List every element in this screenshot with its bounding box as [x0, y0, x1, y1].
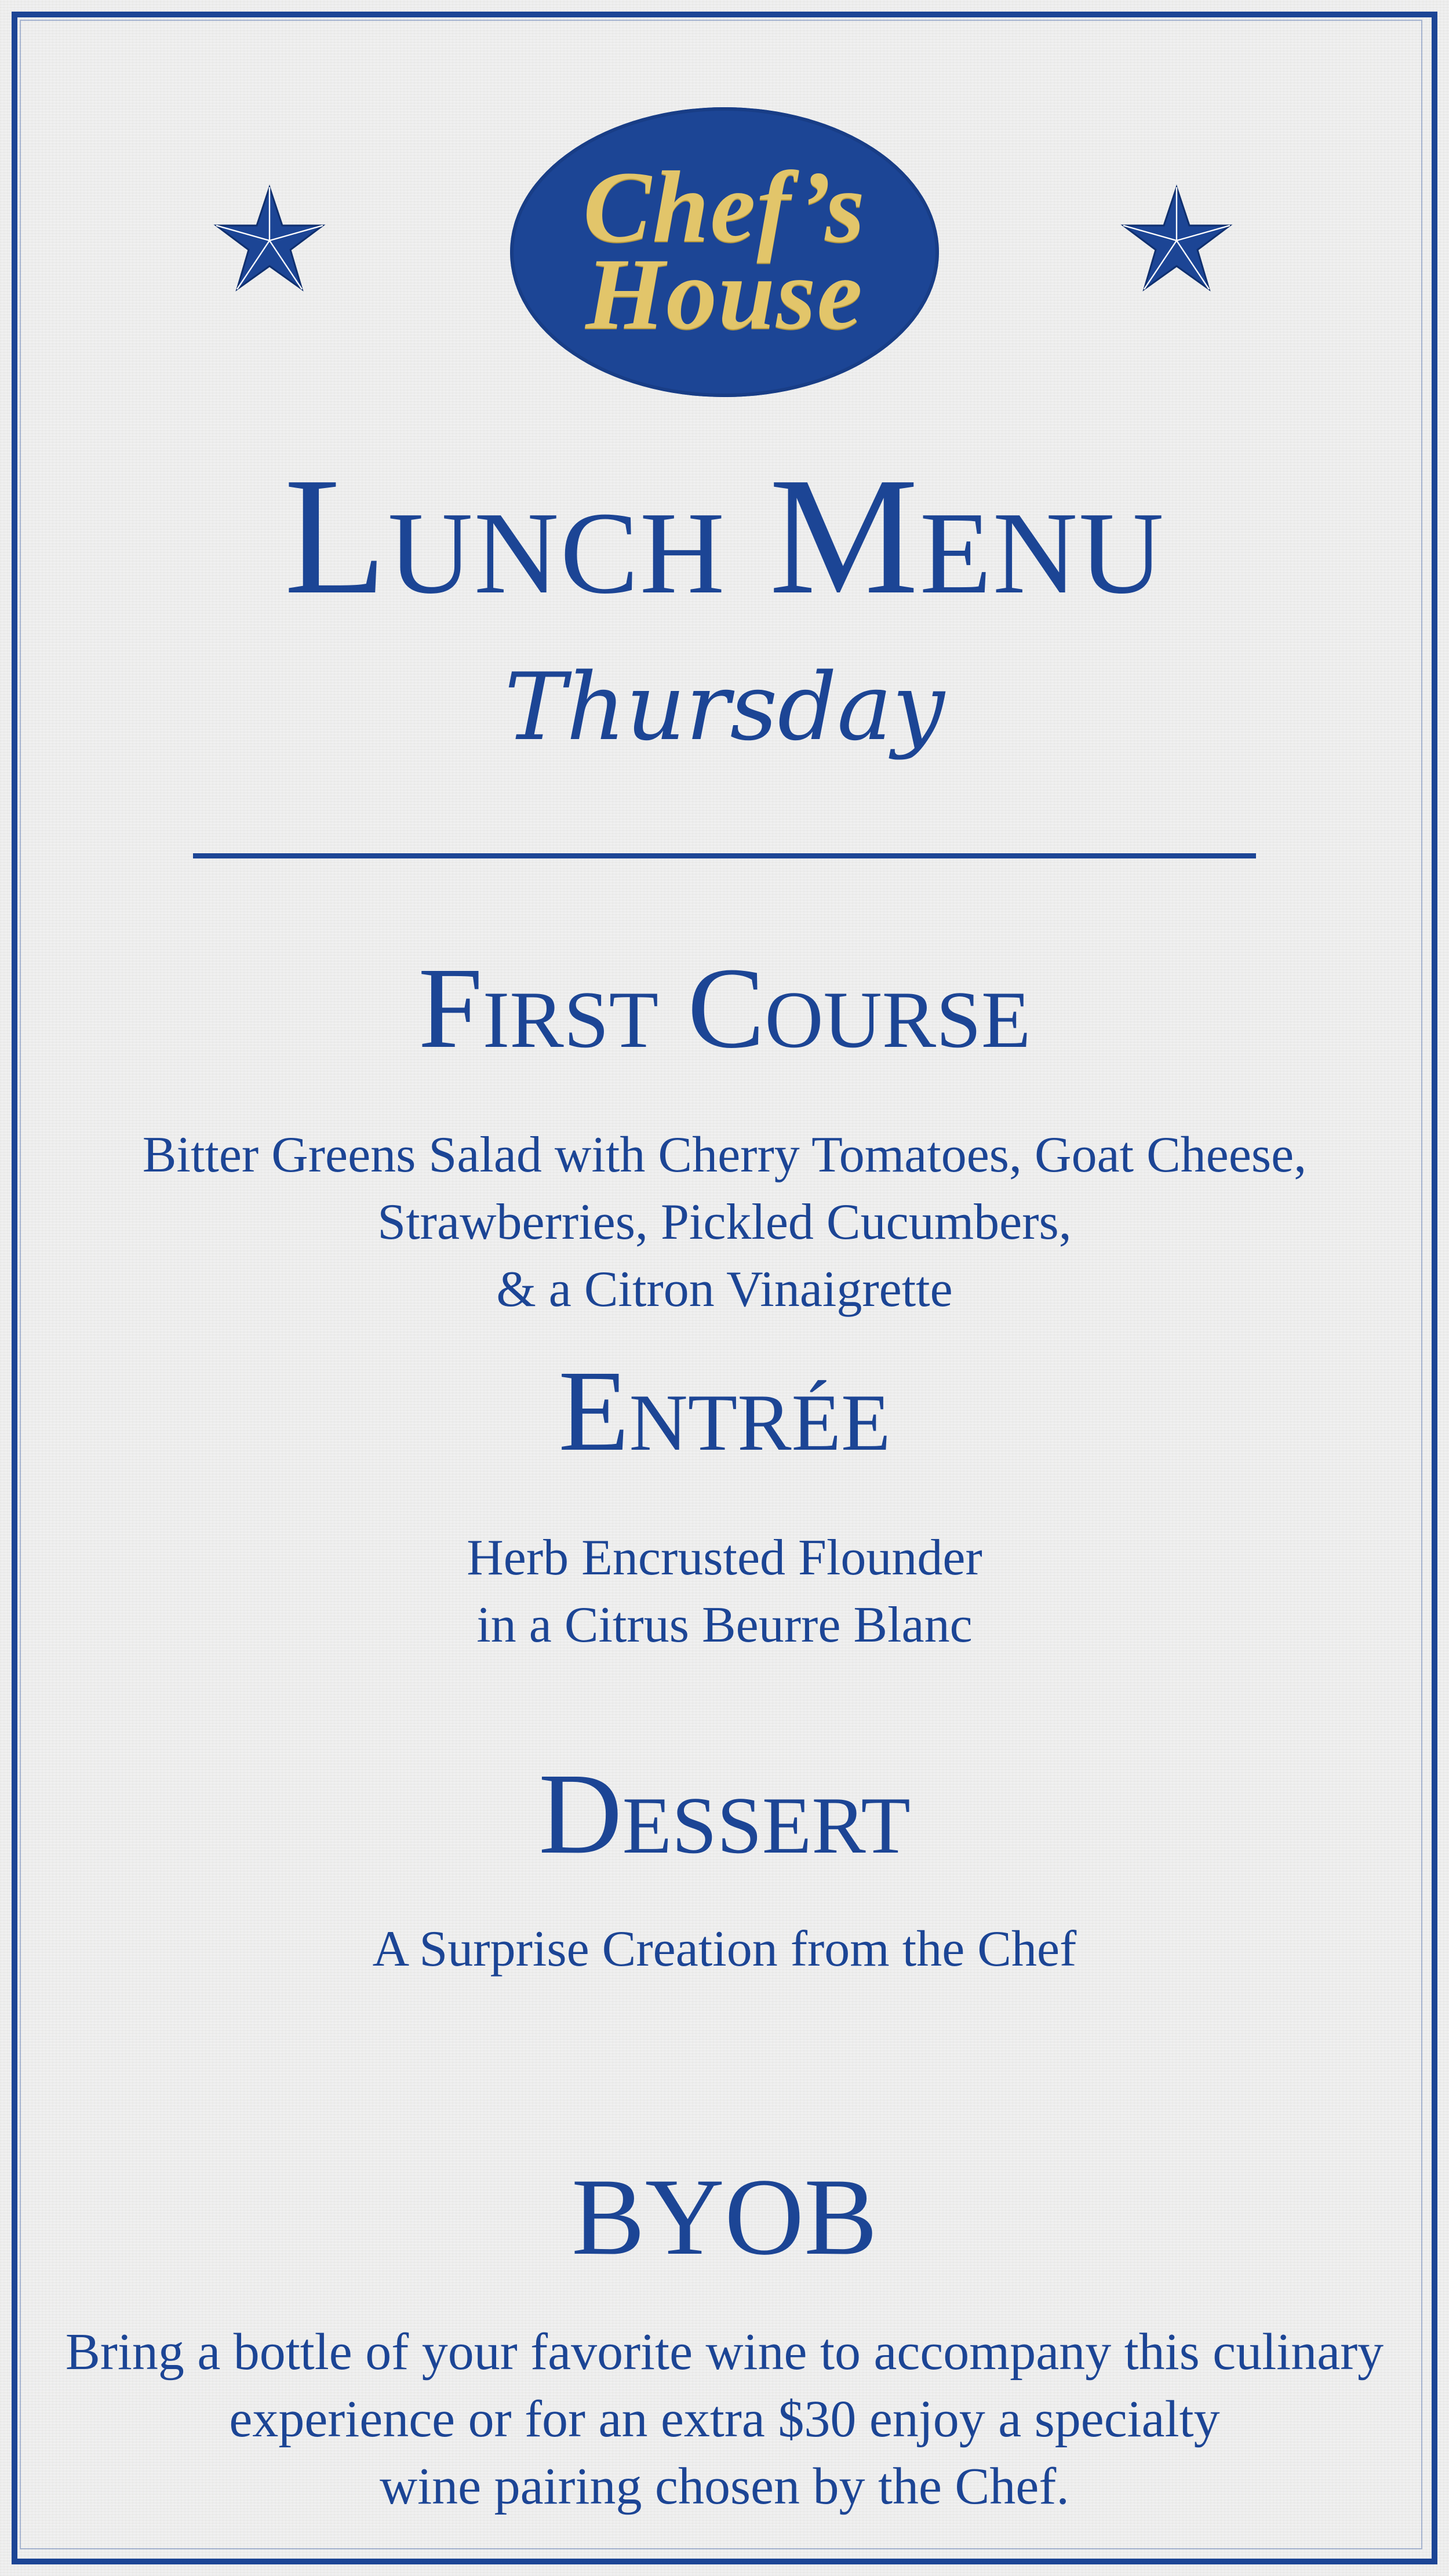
menu-day: Thursday [504, 653, 945, 761]
first-course-description [58, 1122, 1391, 1323]
first-course-line: Strawberries, Pickled Cucumbers, [377, 1194, 1072, 1250]
first-course-line: & a Citron Vinaigrette [496, 1261, 953, 1318]
entree-line: Herb Encrusted Flounder [467, 1530, 982, 1586]
menu-title: Lunch Menu [284, 443, 1165, 629]
logo-line-chefs: Chef’s [583, 151, 866, 264]
star-icon [1119, 183, 1235, 299]
first-course-line: Bitter Greens Salad with Cherry Tomatoes, Goat Cheese, [142, 1127, 1307, 1183]
byob-line: wine pairing chosen by the Chef. [380, 2458, 1069, 2515]
dessert-heading: Dessert [538, 1750, 911, 1878]
byob-description [35, 2319, 1414, 2520]
byob-line: experience or for an extra $30 enjoy a specialty [229, 2391, 1220, 2448]
star-icon [212, 183, 327, 299]
dessert-line: A Surprise Creation from the Chef [372, 1921, 1077, 1977]
entree-description [58, 1525, 1391, 1659]
byob-heading: BYOB [571, 2156, 878, 2278]
dessert-description [58, 1916, 1391, 1983]
byob-line: Bring a bottle of your favorite wine to accompany this culinary [65, 2323, 1384, 2381]
logo-line-house: House [585, 238, 864, 351]
entree-line: in a Citrus Beurre Blanc [476, 1597, 973, 1653]
chefs-house-logo [510, 107, 939, 397]
divider-rule [193, 853, 1256, 858]
entree-heading: Entrée [558, 1347, 891, 1475]
first-course-heading: First Course [418, 944, 1031, 1072]
